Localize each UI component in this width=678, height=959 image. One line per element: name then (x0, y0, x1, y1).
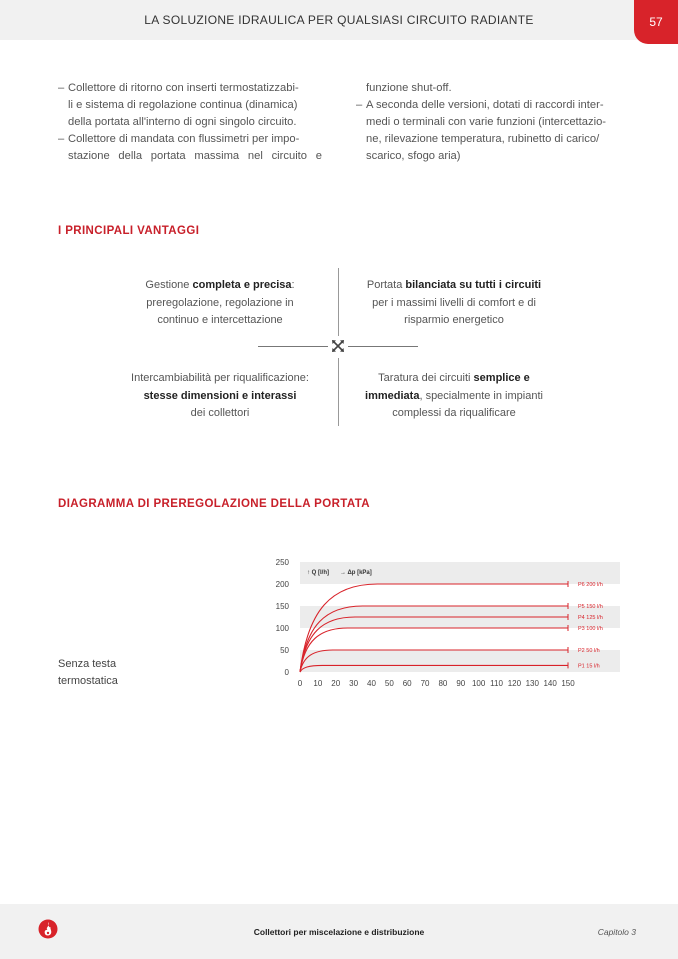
advantage-text: , specialmente in impianti (419, 389, 543, 402)
divider-horizontal-right (348, 346, 418, 347)
series-label-p1: P1 15 l/h (578, 663, 600, 670)
chart-side-label (58, 656, 118, 690)
flow-preregulation-chart (270, 550, 630, 695)
bullet-dash: – (356, 99, 363, 111)
diagram-title: DIAGRAMMA DI PREREGOLAZIONE DELLA PORTATA (58, 498, 370, 510)
bullet-dash: – (58, 133, 65, 145)
series-label-p5: P5 150 l/h (578, 604, 603, 610)
bullet-item (58, 80, 322, 131)
bullet-item (356, 97, 620, 165)
side-label-line: Senza testa (58, 658, 117, 670)
y-tick-label: 150 (275, 602, 289, 611)
bullet-dash: – (58, 82, 65, 94)
advantage-line: dei collettori (190, 407, 250, 419)
footer-chapter: Capitolo 3 (597, 927, 636, 937)
page-number: 57 (634, 0, 678, 44)
x-tick-label: 30 (349, 679, 359, 688)
legend-q: ↑ Q [l/h] (307, 570, 329, 576)
x-tick-label: 130 (525, 679, 539, 688)
bullet-line: scarico, sfogo aria) (366, 150, 461, 162)
series-label-p3: P3 100 l/h (578, 626, 603, 632)
advantage-line: preregolazione, regolazione in (146, 296, 294, 309)
x-tick-label: 40 (367, 679, 376, 688)
bullet-line: ne, rilevazione temperatura, rubinetto di carico/ (366, 133, 600, 145)
advantage-bold: bilanciata su tutti i circuiti (405, 279, 542, 291)
chart-grid-band (300, 650, 620, 672)
x-tick-label: 90 (456, 679, 466, 688)
footer-title: Collettori per miscelazione e distribuzione (253, 927, 425, 937)
advantage-interchangeability (108, 370, 332, 423)
advantages-title: I PRINCIPALI VANTAGGI (58, 225, 200, 237)
divider-vertical-top (338, 268, 339, 336)
bullet-line: funzione shut-off. (366, 82, 452, 94)
divider-horizontal-left (258, 346, 328, 347)
advantage-precise-management (110, 277, 330, 330)
bullet-item (58, 131, 322, 165)
advantage-line (108, 388, 332, 406)
advantage-line (346, 370, 562, 388)
x-tick-label: 50 (384, 679, 394, 688)
series-label-p2: P2 50 l/h (578, 648, 600, 654)
advantage-line: Intercambiabilità per riqualificazione: (131, 372, 309, 384)
bullet-line: della portata all'interno di ogni singolo circuito. (68, 116, 297, 128)
advantage-bold: completa e precisa (192, 279, 292, 291)
advantage-bold: immediata (365, 389, 420, 402)
side-label-line: termostatica (58, 675, 118, 687)
advantage-bold: stesse dimensioni e interassi (143, 389, 297, 402)
bullets-left-column (58, 80, 322, 165)
bullet-line: stazione della portata massima nel circuito e (68, 150, 322, 162)
advantage-text: : (291, 279, 295, 291)
advantage-text: Taratura dei circuiti (378, 372, 474, 384)
bullets-right-column (356, 80, 620, 165)
bullet-line: medi o terminali con varie funzioni (intercettazio- (366, 116, 607, 128)
x-tick-label: 80 (438, 679, 448, 688)
x-tick-label: 120 (507, 679, 522, 688)
bullet-line: Collettore di ritorno con inserti termostatizzabi- (68, 82, 299, 94)
bullet-item (356, 80, 620, 97)
advantage-bold: semplice e (473, 372, 530, 384)
advantage-line: complessi da riqualificare (392, 407, 516, 419)
advantage-balanced-flow (346, 277, 562, 330)
x-tick-label: 100 (471, 679, 486, 688)
y-tick-label: 200 (275, 580, 289, 589)
advantage-line: per i massimi livelli di comfort e di (372, 296, 536, 309)
x-tick-label: 110 (490, 679, 503, 688)
cross-arrows-icon (331, 339, 345, 353)
x-tick-label: 0 (297, 679, 303, 688)
advantage-line: continuo e intercettazione (157, 314, 283, 326)
y-tick-label: 0 (284, 668, 289, 677)
y-tick-label: 50 (280, 646, 289, 655)
advantage-text: Gestione (145, 279, 193, 291)
legend-dp: → Δp [kPa] (340, 570, 372, 576)
series-label-p4: P4 125 l/h (578, 615, 603, 621)
advantage-text: Portata (366, 279, 406, 291)
advantage-line (346, 277, 562, 295)
x-tick-label: 10 (313, 679, 323, 688)
advantage-line: risparmio energetico (404, 314, 504, 326)
page-footer (0, 904, 678, 959)
bullet-line: li e sistema di regolazione continua (dinamica) (68, 99, 298, 111)
series-label-p6: P6 200 l/h (578, 582, 603, 588)
x-tick-label: 150 (561, 679, 575, 688)
x-tick-label: 70 (420, 679, 430, 688)
advantage-simple-calibration (346, 370, 562, 423)
header-title: LA SOLUZIONE IDRAULICA PER QUALSIASI CIRCUITO RADIANTE (144, 13, 534, 27)
x-tick-label: 60 (402, 679, 412, 688)
advantage-line (346, 388, 562, 406)
divider-vertical-bottom (338, 358, 339, 426)
bullet-line: A seconda delle versioni, dotati di raccordi inter- (366, 99, 604, 111)
x-tick-label: 140 (543, 679, 557, 688)
page-header (0, 0, 678, 40)
y-tick-label: 250 (275, 558, 289, 567)
bullet-line: Collettore di mandata con flussimetri per impo- (68, 133, 300, 145)
x-tick-label: 20 (331, 679, 341, 688)
advantage-line (110, 277, 330, 295)
y-tick-label: 100 (275, 624, 289, 633)
